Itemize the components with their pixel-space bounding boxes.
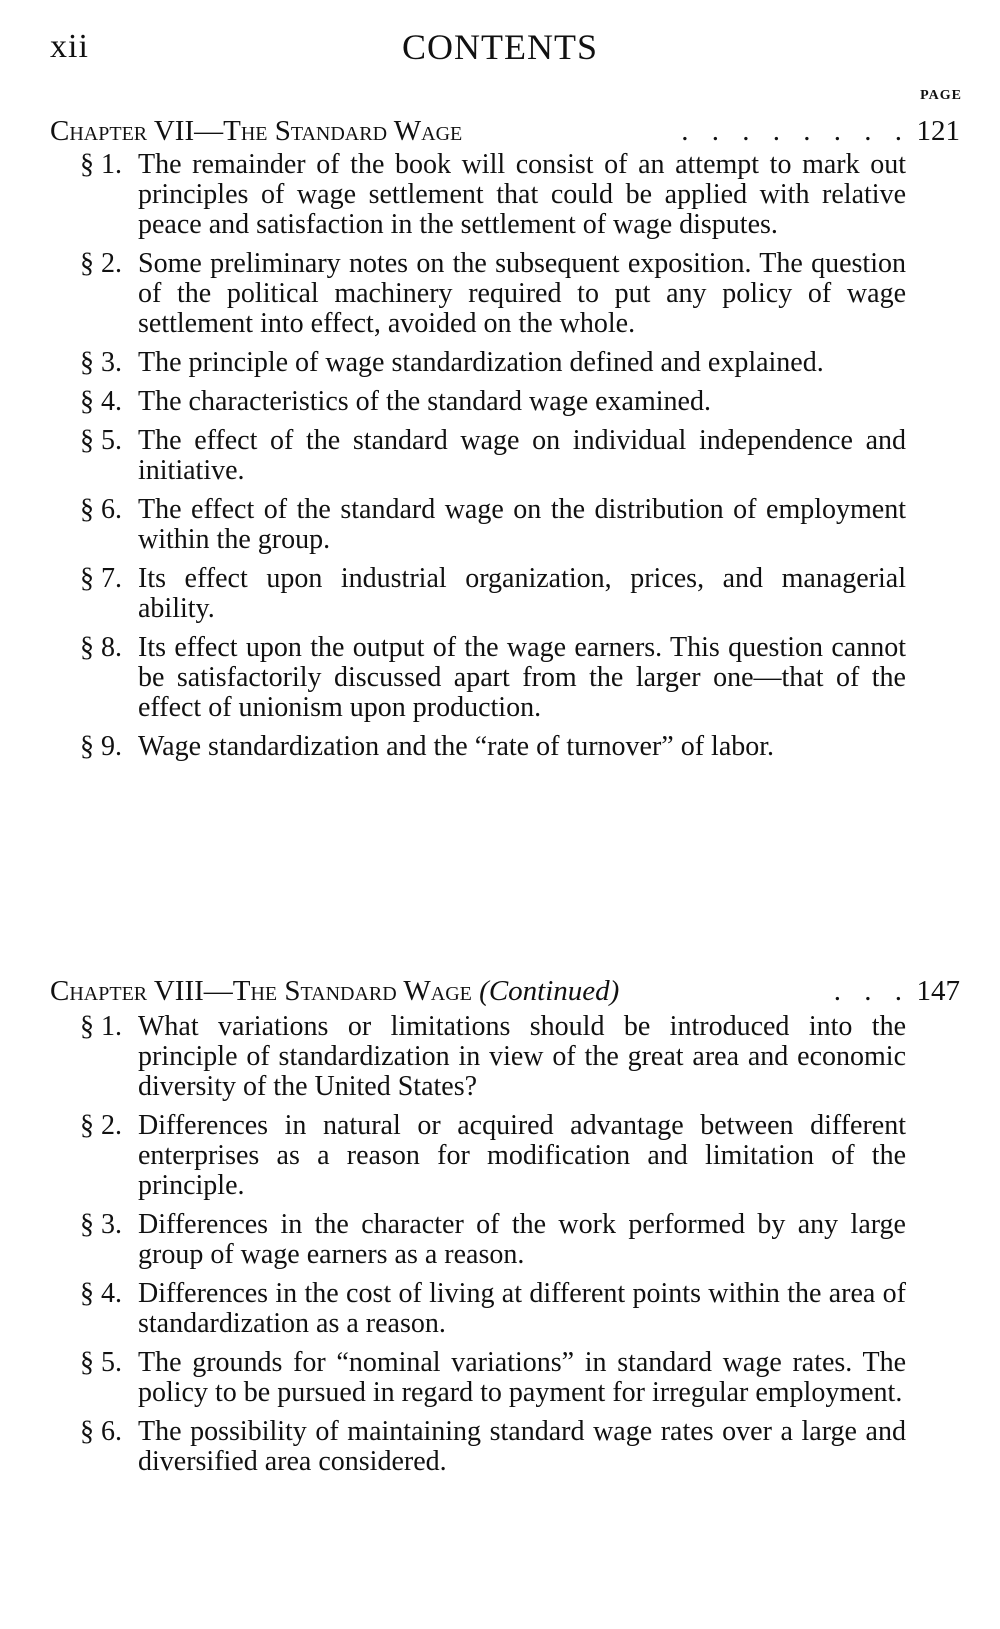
section-number: § 1. bbox=[80, 149, 122, 180]
section-number: § 8. bbox=[80, 632, 122, 663]
section-number: § 6. bbox=[80, 1416, 122, 1447]
section-entry bbox=[80, 150, 906, 240]
section-text: The grounds for “nominal variations” in standard wage rates. The policy to be pursued in regard to payment for irregular employment. bbox=[138, 1347, 906, 1408]
section-entry bbox=[80, 249, 906, 339]
section-number: § 1. bbox=[80, 1011, 122, 1042]
section-number: § 3. bbox=[80, 1209, 122, 1240]
section-text: Its effect upon the output of the wage earners. This question cannot be satisfactorily discussed apart from the larger one—that of the effect of unionism upon production. bbox=[138, 632, 906, 723]
chapter-page-number: 147 bbox=[916, 975, 960, 1007]
section-entry bbox=[80, 495, 906, 555]
chapter-continued-note: (Continued) bbox=[479, 975, 620, 1007]
section-number: § 5. bbox=[80, 1347, 122, 1378]
section-number: § 3. bbox=[80, 347, 122, 378]
page-folio: xii bbox=[50, 28, 89, 65]
section-text: Its effect upon industrial organization, prices, and managerial ability. bbox=[138, 563, 906, 624]
chapter-title: Chapter VIII—The Standard Wage bbox=[50, 975, 472, 1007]
section-text: Differences in natural or acquired advantage between different enterprises as a reason for modification and limitation of the principle. bbox=[138, 1110, 906, 1201]
section-number: § 2. bbox=[80, 248, 122, 279]
section-number: § 9. bbox=[80, 731, 122, 762]
section-text: Wage standardization and the “rate of turnover” of labor. bbox=[138, 731, 775, 762]
section-entry bbox=[80, 426, 906, 486]
section-entry bbox=[80, 348, 906, 378]
dot-leader: . . . bbox=[833, 976, 910, 1006]
chapter-heading-vii bbox=[50, 116, 960, 146]
section-entry bbox=[80, 1417, 906, 1477]
section-entry bbox=[80, 633, 906, 723]
section-entry bbox=[80, 1279, 906, 1339]
section-text: The possibility of maintaining standard wage rates over a large and diversified area considered. bbox=[138, 1416, 906, 1477]
section-entry bbox=[80, 732, 906, 762]
chapter-viii-sections bbox=[80, 1012, 906, 1486]
section-text: The effect of the standard wage on individual independence and initiative. bbox=[138, 425, 906, 486]
section-text: Some preliminary notes on the subsequent exposition. The question of the political machinery required to put any policy of wage settlement into effect, avoided on the whole. bbox=[138, 248, 906, 339]
section-text: Differences in the character of the work performed by any large group of wage earners as a reason. bbox=[138, 1209, 906, 1270]
chapter-page-number: 121 bbox=[916, 115, 960, 147]
section-text: Differences in the cost of living at different points within the area of standardization as a reason. bbox=[138, 1278, 906, 1339]
section-number: § 2. bbox=[80, 1110, 122, 1141]
chapter-title-group bbox=[50, 976, 619, 1006]
section-text: What variations or limitations should be introduced into the principle of standardization in view of the great area and economic diversity of the United States? bbox=[138, 1011, 906, 1102]
section-number: § 4. bbox=[80, 386, 122, 417]
section-entry bbox=[80, 387, 906, 417]
section-text: The characteristics of the standard wage examined. bbox=[138, 386, 711, 417]
section-text: The principle of wage standardization defined and explained. bbox=[138, 347, 824, 378]
section-text: The effect of the standard wage on the distribution of employment within the group. bbox=[138, 494, 906, 555]
running-head-title: CONTENTS bbox=[402, 27, 598, 67]
section-number: § 6. bbox=[80, 494, 122, 525]
dot-leader: . . . . . . . . bbox=[681, 116, 910, 146]
page-column-label: PAGE bbox=[920, 88, 962, 103]
section-number: § 4. bbox=[80, 1278, 122, 1309]
section-text: The remainder of the book will consist of an attempt to mark out principles of wage settlement that could be applied with relative peace and satisfaction in the settlement of wage disputes. bbox=[138, 149, 906, 240]
section-entry bbox=[80, 564, 906, 624]
chapter-vii-sections bbox=[80, 150, 906, 771]
chapter-heading-viii bbox=[50, 976, 960, 1006]
section-entry bbox=[80, 1348, 906, 1408]
section-number: § 7. bbox=[80, 563, 122, 594]
section-entry bbox=[80, 1012, 906, 1102]
section-number: § 5. bbox=[80, 425, 122, 456]
chapter-title: Chapter VII—The Standard Wage bbox=[50, 115, 463, 147]
section-entry bbox=[80, 1111, 906, 1201]
section-entry bbox=[80, 1210, 906, 1270]
